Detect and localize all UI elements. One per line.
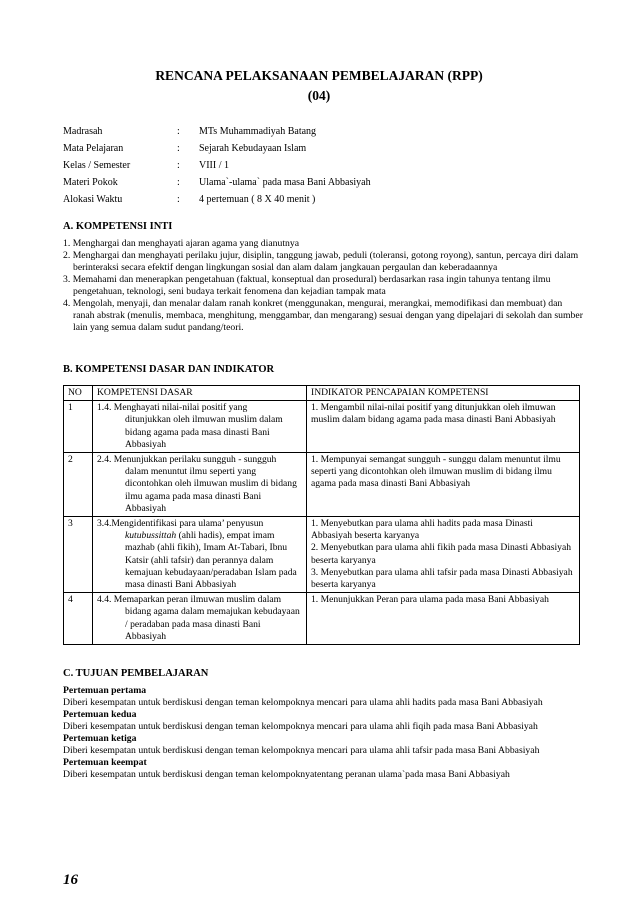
row-kompetensi — [93, 401, 307, 453]
row-indikator — [307, 401, 580, 453]
row-no: 3 — [64, 517, 93, 593]
table-header-row — [64, 386, 580, 401]
row-indikator — [307, 593, 580, 645]
kd-lead: 4.4. Memaparkan peran ilmuwan muslim dalam — [97, 594, 282, 606]
tujuan-list — [63, 685, 583, 781]
kd-rest: ditunjukkan oleh ilmuwan muslim dalam bidang agama pada masa dinasti Bani Abbasiyah — [125, 414, 283, 450]
row-no: 1 — [64, 401, 93, 453]
ki-item: 2. Menghargai dan menghayati perilaku jujur, disiplin, tanggung jawab, peduli (toleransi, gotong royong), santun, percaya diri dalam berinteraksi secara efektif dengan lingkungan sosial dan alam dalam jangkauan pergaulan dan keberadaannya — [63, 250, 579, 273]
document-number: (04) — [307, 88, 331, 103]
kompetensi-inti-list — [63, 238, 583, 334]
meeting-text: Diberi kesempatan untuk berdiskusi dengan teman kelompoknya mencari para ulama ahli hadits pada masa Bani Abbasiyah — [63, 697, 543, 708]
section-c-heading: C. TUJUAN PEMBELAJARAN — [63, 668, 209, 679]
meeting-text: Diberi kesempatan untuk berdiskusi dengan teman kelompoknya mencari para ulama ahli tafsir pada masa Bani Abbasiyah — [63, 745, 540, 756]
meta-value: VIII / 1 — [199, 160, 229, 171]
kd-italic-term: kutubussittah — [125, 530, 177, 542]
table-row — [64, 401, 580, 453]
ki-item: 1. Menghargai dan menghayati ajaran agama yang dianutnya — [63, 238, 300, 249]
meta-value: Ulama`-ulama` pada masa Bani Abbasiyah — [199, 177, 371, 188]
row-indikator — [307, 517, 580, 593]
kompetensi-table — [63, 385, 580, 645]
section-a-heading: A. KOMPETENSI INTI — [63, 221, 173, 232]
meta-value: MTs Muhammadiyah Batang — [199, 126, 317, 137]
page-number: 16 — [63, 872, 78, 888]
kd-lead: 2.4. Menunjukkan perilaku sungguh - sungguh — [97, 454, 277, 466]
meta-label: Kelas / Semester — [63, 160, 131, 171]
row-kompetensi — [93, 593, 307, 645]
meeting-text: Diberi kesempatan untuk berdiskusi dengan teman kelompoknyatentang peranan ulama`pada masa Bani Abbasiyah — [63, 769, 510, 780]
indikator-item: 1. Mengambil nilai-nilai positif yang ditunjukkan oleh ilmuwan muslim dalam bidang agama pada masa dinasti Bani Abbasiyah — [311, 402, 556, 426]
kd-rest: (ahli hadis), empat imam mazhab (ahli fikih), Imam At-Tabari, Ibnu Katsir (ahli tafsir) dan perannya dalam kemajuan kebudayaan/peradaban Islam pada masa dinasti Bani Abbasiyah — [125, 530, 297, 591]
meta-value: Sejarah Kebudayaan Islam — [199, 143, 307, 154]
meta-label: Mata Pelajaran — [63, 143, 124, 154]
row-indikator — [307, 453, 580, 517]
table-row — [64, 517, 580, 593]
row-no: 4 — [64, 593, 93, 645]
meeting-title: Pertemuan ketiga — [63, 733, 137, 744]
indikator-item: 1. Menyebutkan para ulama ahli hadits pada masa Dinasti Abbasiyah beserta karyanya — [311, 518, 533, 542]
meta-colon: : — [177, 126, 180, 137]
table-row — [64, 453, 580, 517]
meta-label: Madrasah — [63, 126, 103, 137]
meta-colon: : — [177, 194, 180, 205]
meeting-title: Pertemuan kedua — [63, 709, 137, 720]
indikator-item: 1. Mempunyai semangat sungguh - sunggu dalam menuntut ilmu seperti yang dicontohkan oleh ilmuwan muslim di bidang ilmu agama pada masa dinasti Bani Abbasiyah — [311, 454, 561, 490]
table-row — [64, 593, 580, 645]
meta-label: Alokasi Waktu — [63, 194, 123, 205]
row-kompetensi — [93, 453, 307, 517]
indikator-item: 3. Menyebutkan para ulama ahli tafsir pada masa Dinasti Abbasiyah beserta karyanya — [311, 566, 573, 591]
header-indikator: INDIKATOR PENCAPAIAN KOMPETENSI — [307, 386, 580, 401]
meeting-title: Pertemuan keempat — [63, 757, 147, 768]
document-title: RENCANA PELAKSANAAN PEMBELAJARAN (RPP) — [155, 68, 483, 83]
header-kompetensi-dasar: KOMPETENSI DASAR — [93, 386, 307, 401]
meta-value: 4 pertemuan ( 8 X 40 menit ) — [199, 194, 316, 205]
kd-rest: bidang agama dalam memajukan kebudayaan / peradaban pada masa dinasti Bani Abbasiyah — [125, 606, 300, 642]
section-b-heading: B. KOMPETENSI DASAR DAN INDIKATOR — [63, 364, 275, 375]
row-no: 2 — [64, 453, 93, 517]
ki-item: 3. Memahami dan menerapkan pengetahuan (faktual, konseptual dan prosedural) berdasarkan rasa ingin tahunya tentang ilmu pengetahuan, teknologi, seni budaya terkait fenomena dan kejadian tampak mata — [63, 274, 551, 297]
kd-lead: 3.4.Mengidentifikasi para ulama’ penyusun — [97, 518, 264, 530]
meta-colon: : — [177, 177, 180, 188]
meta-colon: : — [177, 143, 180, 154]
indikator-item: 2. Menyebutkan para ulama ahli fikih pada masa Dinasti Abbasiyah beserta karyanya — [311, 542, 572, 566]
ki-item: 4. Mengolah, menyaji, dan menalar dalam ranah konkret (menggunakan, mengurai, merangkai, memodifikasi dan membuat) dan ranah abstrak (menulis, membaca, menghitung, menggambar, dan mengarang) sesuai dengan yang dipelajari di sekolah dan sumber lain yang semua dalam sudut pandang/teori. — [63, 298, 583, 333]
header-no: NO — [64, 386, 93, 401]
kd-lead: 1.4. Menghayati nilai-nilai positif yang — [97, 402, 248, 414]
indikator-item: 1. Menunjukkan Peran para ulama pada masa Bani Abbasiyah — [311, 594, 549, 606]
kd-rest-wrap — [97, 530, 302, 591]
row-kompetensi — [93, 517, 307, 593]
meta-colon: : — [177, 160, 180, 171]
meta-label: Materi Pokok — [63, 177, 118, 188]
kd-rest: dalam menuntut ilmu seperti yang dicontohkan oleh ilmuwan muslim di bidang ilmu agama pada masa dinasti Bani Abbasiyah — [125, 466, 297, 514]
meeting-text: Diberi kesempatan untuk berdiskusi dengan teman kelompoknya mencari para ulama ahli fiqih pada masa Bani Abbasiyah — [63, 721, 538, 732]
meeting-title: Pertemuan pertama — [63, 685, 147, 696]
